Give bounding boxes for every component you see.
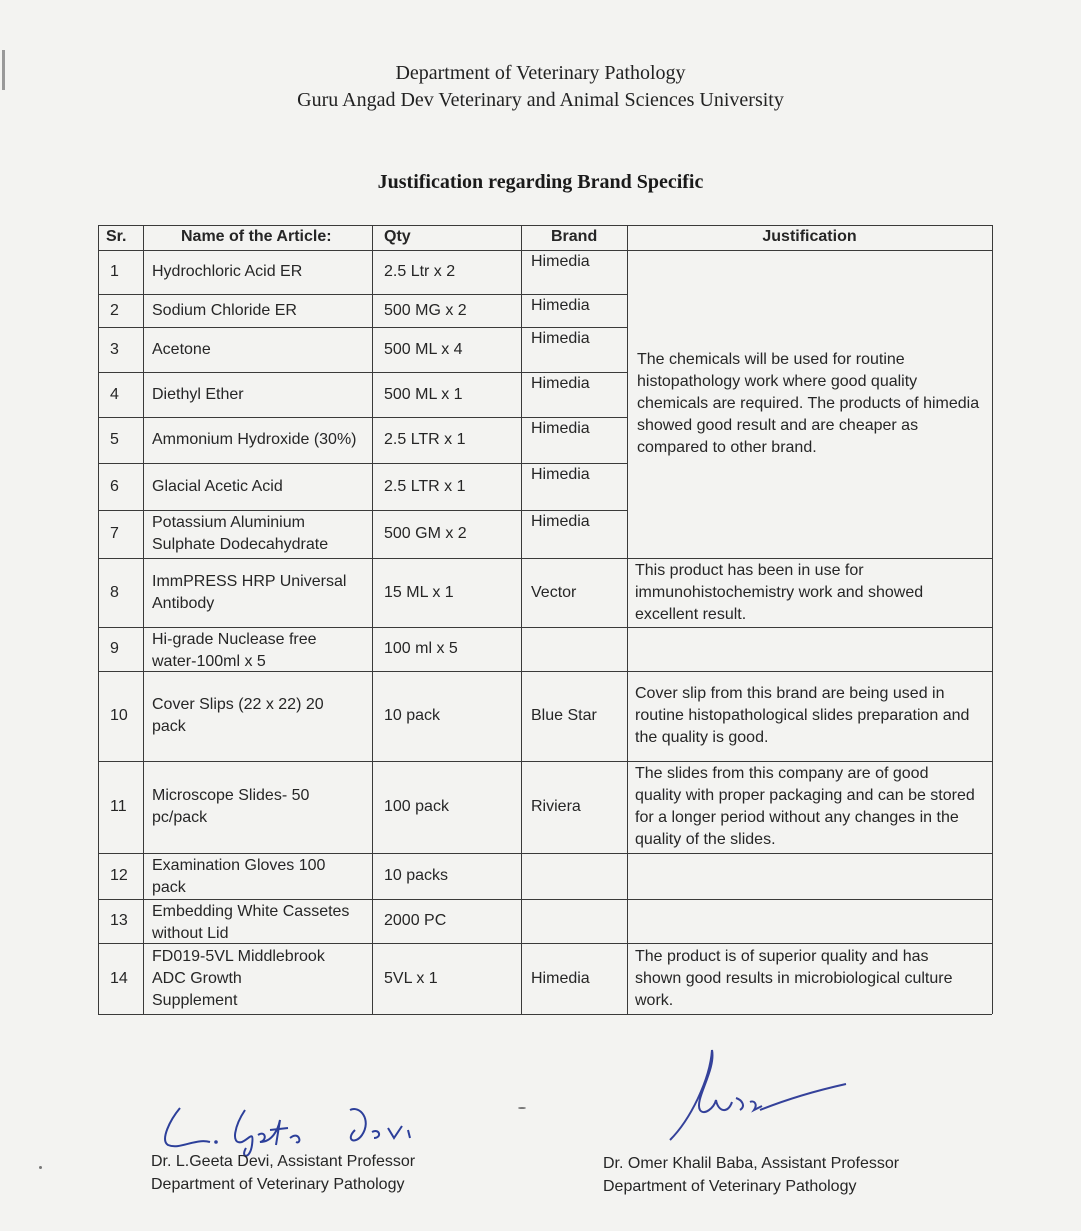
table-column-line bbox=[372, 225, 373, 1014]
row-2-qty: 500 MG x 2 bbox=[384, 301, 467, 319]
table-row-line bbox=[98, 372, 627, 373]
row-14-sr: 14 bbox=[110, 969, 128, 987]
table-row-line bbox=[98, 627, 992, 628]
row-12-article: pack bbox=[152, 879, 186, 896]
table-row-line bbox=[98, 1014, 992, 1015]
row-12-sr: 12 bbox=[110, 867, 128, 884]
row-4-brand: Himedia bbox=[531, 375, 590, 392]
row-13-qty: 2000 PC bbox=[384, 912, 447, 929]
row-11-brand: Riviera bbox=[531, 798, 581, 815]
row-1-article: Hydrochloric Acid ER bbox=[152, 263, 303, 280]
table-row-line bbox=[98, 853, 992, 854]
scan-edge-mark bbox=[2, 50, 5, 90]
row-5-article: Ammonium Hydroxide (30%) bbox=[152, 431, 357, 448]
table-row-line bbox=[98, 250, 992, 251]
row-11-justification: The slides from this company are of good bbox=[635, 765, 929, 782]
col-header-qty: Qty bbox=[384, 228, 411, 245]
row-9-qty: 100 ml x 5 bbox=[384, 640, 458, 657]
row-5-qty: 2.5 LTR x 1 bbox=[384, 431, 466, 448]
row-8-justification: This product has been in use for bbox=[635, 562, 864, 579]
table-row-line bbox=[98, 558, 992, 559]
row-14-justification: work. bbox=[635, 991, 674, 1009]
row-10-justification: the quality is good. bbox=[635, 729, 769, 746]
row-12-qty: 10 packs bbox=[384, 867, 449, 884]
row-11-qty: 100 pack bbox=[384, 798, 449, 815]
merged-justification-line: showed good result and are cheaper as bbox=[637, 417, 919, 434]
row-13-sr: 13 bbox=[110, 912, 128, 929]
row-9-article: Hi-grade Nuclease free bbox=[152, 631, 317, 648]
row-10-justification: routine histopathological slides preparation and bbox=[635, 707, 970, 724]
table-row-line bbox=[98, 899, 992, 900]
row-7-brand: Himedia bbox=[531, 513, 590, 530]
row-11-article: pc/pack bbox=[152, 809, 208, 826]
scan-speck bbox=[39, 1166, 42, 1169]
row-4-qty: 500 ML x 1 bbox=[384, 385, 463, 403]
col-header-justification: Justification bbox=[762, 228, 857, 245]
row-3-sr: 3 bbox=[110, 340, 119, 358]
row-5-brand: Himedia bbox=[531, 420, 590, 437]
merged-justification-line: chemicals are required. The products of himedia bbox=[637, 395, 980, 412]
row-14-justification: The product is of superior quality and has bbox=[635, 947, 929, 965]
row-1-brand: Himedia bbox=[531, 253, 590, 270]
row-11-sr: 11 bbox=[110, 798, 127, 815]
row-14-article: ADC Growth bbox=[152, 969, 242, 987]
row-6-sr: 6 bbox=[110, 477, 119, 495]
row-14-article: FD019-5VL Middlebrook bbox=[152, 947, 325, 965]
row-13-article: Embedding White Cassetes bbox=[152, 903, 350, 920]
table-column-line bbox=[143, 225, 144, 1014]
row-11-article: Microscope Slides- 50 bbox=[152, 787, 310, 804]
table-row-line bbox=[98, 761, 992, 762]
table-row-line bbox=[98, 943, 992, 944]
table-column-line bbox=[627, 225, 628, 1014]
row-1-sr: 1 bbox=[110, 263, 119, 280]
document-title: Justification regarding Brand Specific bbox=[377, 171, 704, 193]
scan-speck bbox=[518, 1107, 526, 1109]
signatory-1-name: Dr. L.Geeta Devi, Assistant Professor bbox=[151, 1153, 416, 1170]
row-6-brand: Himedia bbox=[531, 466, 590, 483]
row-12-article: Examination Gloves 100 bbox=[152, 857, 326, 874]
row-8-sr: 8 bbox=[110, 583, 119, 601]
row-7-article: Sulphate Dodecahydrate bbox=[152, 536, 329, 553]
row-8-article: ImmPRESS HRP Universal bbox=[152, 572, 347, 590]
table-row-line bbox=[98, 463, 627, 464]
merged-justification-line: histopathology work where good quality bbox=[637, 373, 918, 390]
table-column-line bbox=[98, 225, 99, 1014]
table-row-line bbox=[98, 671, 992, 672]
col-header-sr: Sr. bbox=[106, 228, 127, 245]
row-7-article: Potassium Aluminium bbox=[152, 514, 305, 531]
row-5-sr: 5 bbox=[110, 431, 119, 448]
table-row-line bbox=[98, 327, 627, 328]
row-6-article: Glacial Acetic Acid bbox=[152, 477, 283, 495]
signatory-1-department: Department of Veterinary Pathology bbox=[151, 1176, 405, 1193]
table-column-line bbox=[992, 225, 993, 1014]
merged-justification-line: compared to other brand. bbox=[637, 439, 817, 456]
row-7-sr: 7 bbox=[110, 525, 119, 542]
university-heading: Guru Angad Dev Veterinary and Animal Sciences University bbox=[297, 89, 784, 111]
row-8-justification: immunohistochemistry work and showed bbox=[635, 584, 924, 601]
row-6-qty: 2.5 LTR x 1 bbox=[384, 477, 466, 495]
merged-justification-line: The chemicals will be used for routine bbox=[637, 351, 905, 368]
row-11-justification: quality with proper packaging and can be stored bbox=[635, 787, 975, 804]
row-10-qty: 10 pack bbox=[384, 707, 441, 724]
row-9-sr: 9 bbox=[110, 640, 119, 657]
row-11-justification: quality of the slides. bbox=[635, 831, 776, 848]
row-2-sr: 2 bbox=[110, 301, 119, 319]
table-column-line bbox=[521, 225, 522, 1014]
row-10-article: Cover Slips (22 x 22) 20 bbox=[152, 696, 324, 713]
row-10-brand: Blue Star bbox=[531, 707, 597, 724]
row-10-justification: Cover slip from this brand are being used in bbox=[635, 685, 945, 702]
row-10-sr: 10 bbox=[110, 707, 128, 724]
row-2-brand: Himedia bbox=[531, 297, 590, 314]
row-7-qty: 500 GM x 2 bbox=[384, 525, 467, 542]
row-11-justification: for a longer period without any changes in the bbox=[635, 809, 959, 826]
row-10-article: pack bbox=[152, 718, 186, 735]
row-1-qty: 2.5 Ltr x 2 bbox=[384, 263, 456, 280]
row-13-article: without Lid bbox=[152, 925, 229, 942]
signatory-2-name: Dr. Omer Khalil Baba, Assistant Professor bbox=[603, 1155, 900, 1172]
row-3-brand: Himedia bbox=[531, 330, 590, 347]
department-heading: Department of Veterinary Pathology bbox=[395, 62, 686, 84]
signatory-2-department: Department of Veterinary Pathology bbox=[603, 1178, 857, 1195]
row-8-brand: Vector bbox=[531, 583, 577, 601]
row-8-qty: 15 ML x 1 bbox=[384, 583, 454, 601]
row-4-article: Diethyl Ether bbox=[152, 385, 244, 403]
row-3-qty: 500 ML x 4 bbox=[384, 340, 463, 358]
row-14-qty: 5VL x 1 bbox=[384, 969, 438, 987]
row-14-brand: Himedia bbox=[531, 969, 590, 987]
col-header-article: Name of the Article: bbox=[181, 228, 332, 245]
signature-omer-khalil-baba bbox=[650, 1040, 860, 1150]
row-4-sr: 4 bbox=[110, 385, 119, 403]
row-9-article: water-100ml x 5 bbox=[152, 653, 266, 670]
col-header-brand: Brand bbox=[551, 228, 598, 245]
row-2-article: Sodium Chloride ER bbox=[152, 301, 297, 319]
table-row-line bbox=[98, 510, 627, 511]
table-row-line bbox=[98, 294, 627, 295]
row-8-article: Antibody bbox=[152, 594, 215, 612]
row-14-justification: shown good results in microbiological culture bbox=[635, 969, 953, 987]
row-14-article: Supplement bbox=[152, 991, 238, 1009]
row-8-justification: excellent result. bbox=[635, 606, 747, 623]
table-row-line bbox=[98, 225, 992, 226]
table-row-line bbox=[98, 417, 627, 418]
row-3-article: Acetone bbox=[152, 340, 211, 358]
